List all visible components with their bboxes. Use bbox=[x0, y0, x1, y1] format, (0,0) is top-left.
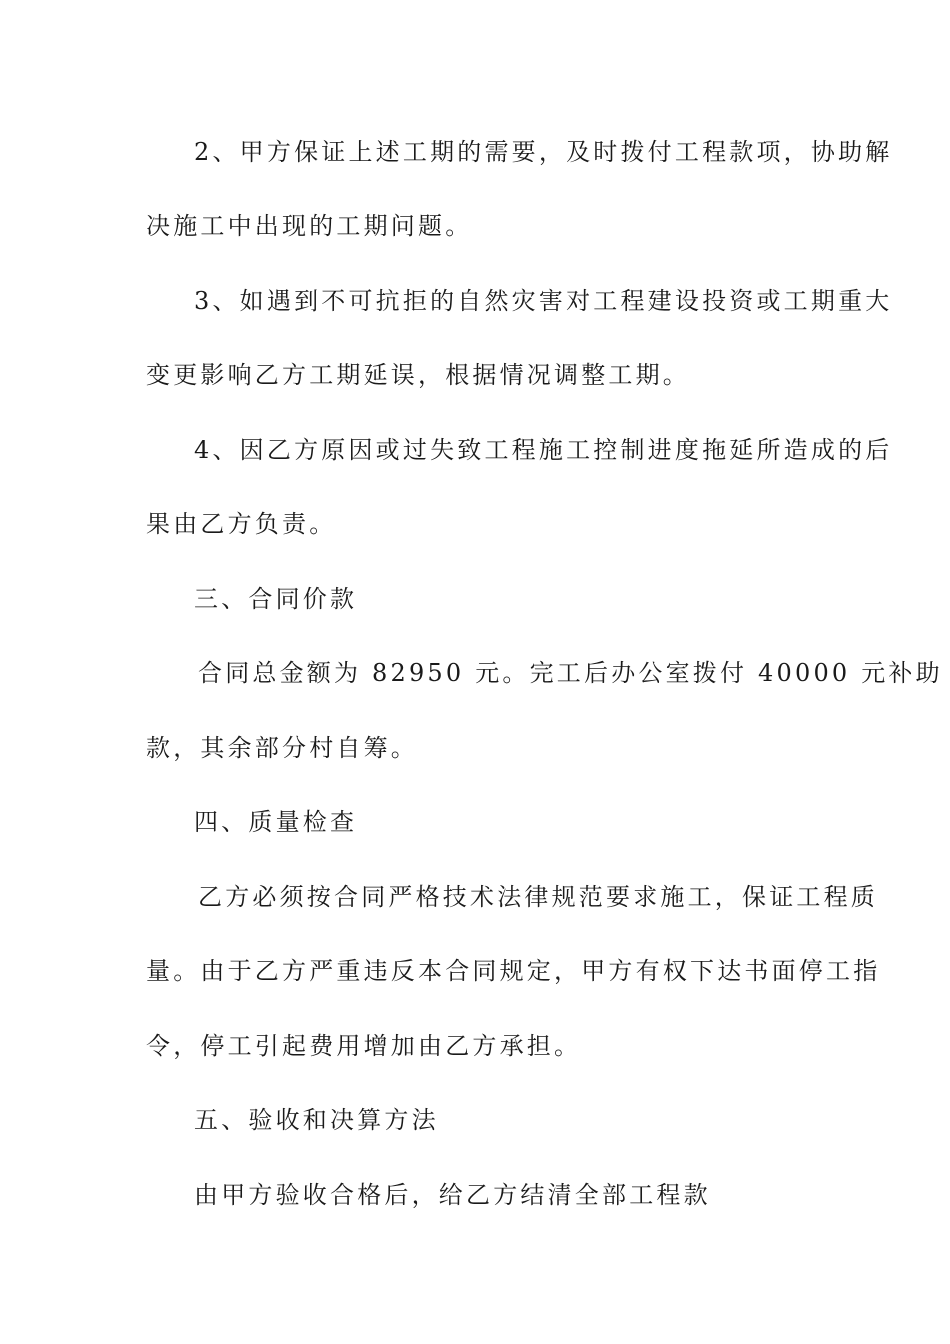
paragraph-line: 由甲方验收合格后，给乙方结清全部工程款 bbox=[194, 1181, 711, 1209]
paragraph-line: 款，其余部分村自筹。 bbox=[146, 734, 418, 762]
section-heading: 四、质量检查 bbox=[194, 808, 358, 836]
paragraph-line: 果由乙方负责。 bbox=[146, 510, 337, 538]
paragraph-line: 令，停工引起费用增加由乙方承担。 bbox=[146, 1032, 582, 1060]
paragraph-line: 决施工中出现的工期问题。 bbox=[146, 212, 473, 240]
paragraph-line: 3、如遇到不可抗拒的自然灾害对工程建设投资或工期重大 bbox=[194, 287, 893, 315]
paragraph-line: 合同总金额为 82950 元。完工后办公室拨付 40000 元补助 bbox=[198, 659, 943, 687]
section-heading: 三、合同价款 bbox=[194, 585, 358, 613]
paragraph-line: 变更影响乙方工期延误，根据情况调整工期。 bbox=[146, 361, 690, 389]
paragraph-line: 乙方必须按合同严格技术法律规范要求施工，保证工程质 bbox=[198, 883, 878, 911]
section-heading: 五、验收和决算方法 bbox=[194, 1106, 439, 1134]
paragraph-line: 4、因乙方原因或过失致工程施工控制进度拖延所造成的后 bbox=[194, 436, 893, 464]
paragraph-line: 2、甲方保证上述工期的需要，及时拨付工程款项，协助解 bbox=[194, 138, 893, 166]
paragraph-line: 量。由于乙方严重违反本合同规定，甲方有权下达书面停工指 bbox=[146, 957, 881, 985]
